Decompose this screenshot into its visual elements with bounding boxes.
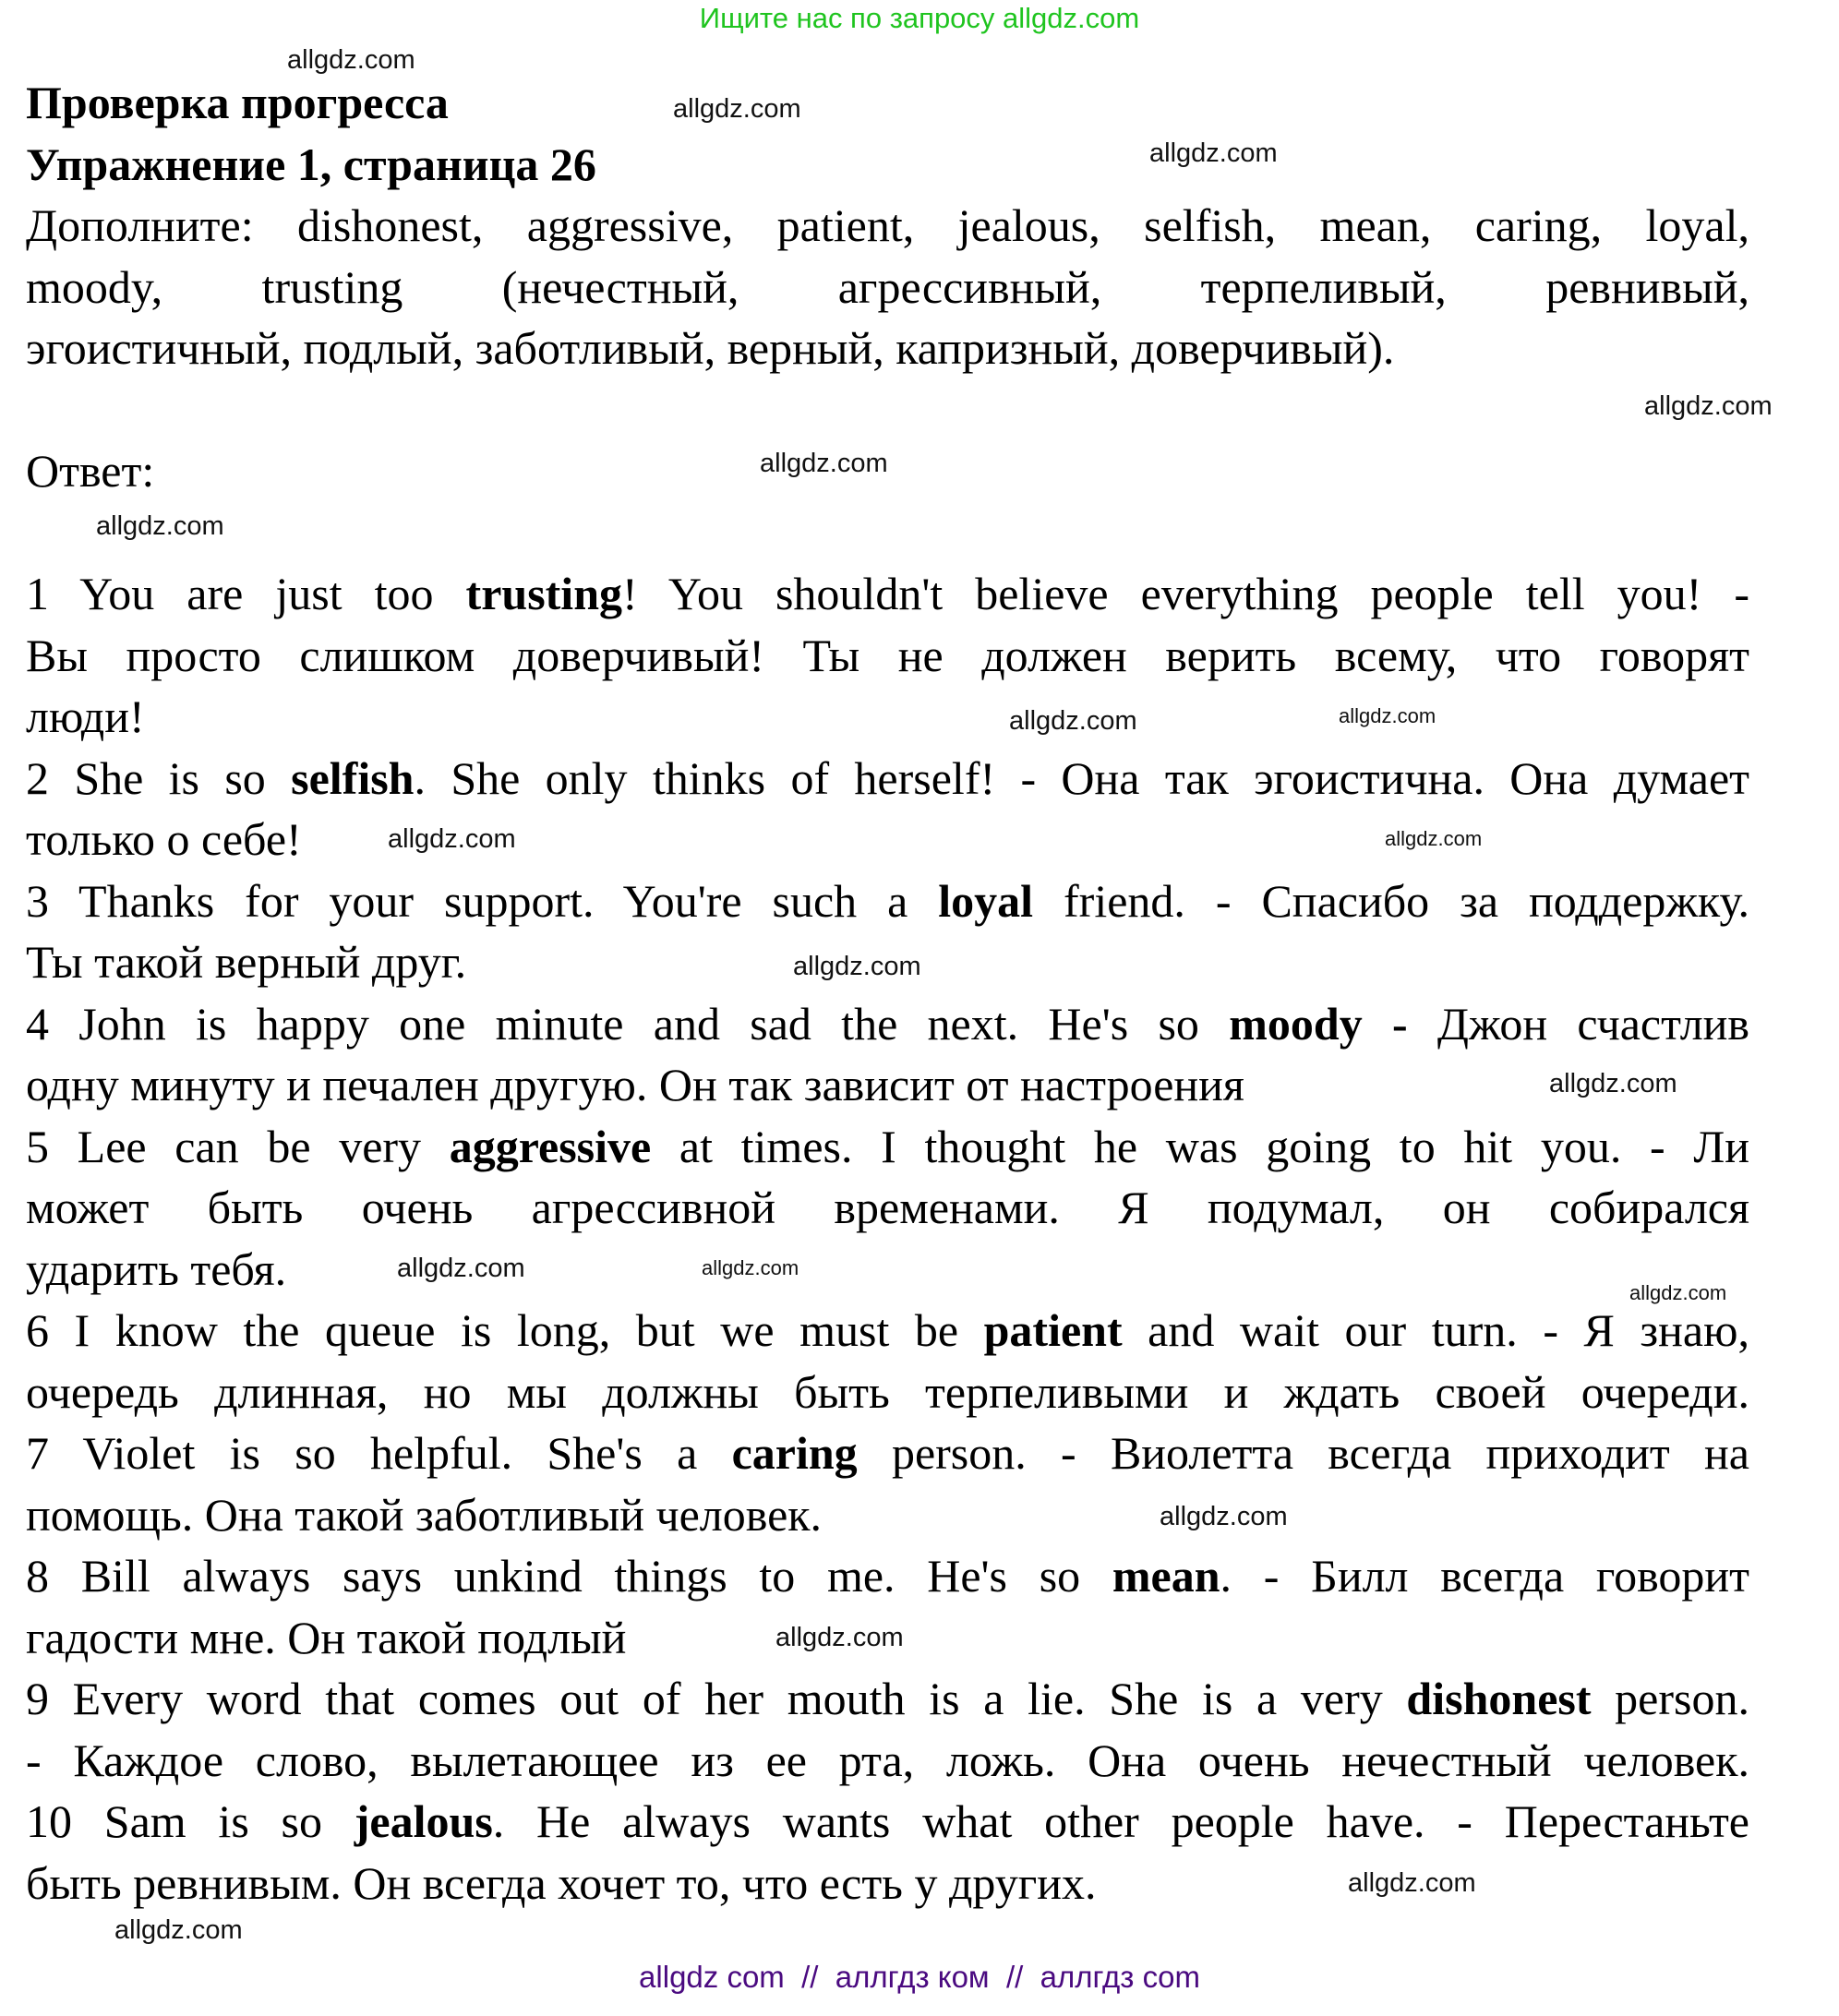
answer-word: mean [1112,1550,1220,1602]
answer-line [26,1239,1749,1301]
answer-line [26,1484,1749,1546]
watermark: allgdz.com [1009,706,1137,736]
text-segment: 5 Lee can be very [26,1120,450,1172]
text-segment: . - Билл всегда говорит [1220,1550,1749,1602]
answer-line [26,1730,1749,1792]
text-segment: friend. - Спасибо за поддержку. [1033,874,1750,927]
answer-word: moody - [1229,997,1408,1050]
answer-line [26,1668,1749,1730]
text-segment: 6 I know the queue is long, but we must be [26,1304,984,1356]
text-segment: гадости мне. Он такой подлый [26,1611,627,1663]
watermark: allgdz.com [397,1254,525,1283]
text-segment: может быть очень агрессивной временами. Я подумал, он собирался [26,1182,1749,1233]
text-segment: 10 Sam is so [26,1795,355,1847]
answer-line [26,686,1749,748]
watermark: allgdz.com [793,952,921,981]
answer-word: caring [731,1427,858,1479]
answer-word: loyal [938,874,1034,927]
answer-word: selfish [291,751,415,804]
text-segment: ударить тебя. [26,1242,287,1295]
answer-line [26,1300,1749,1362]
watermark: allgdz.com [1644,391,1773,421]
spacer [26,502,1749,564]
answer-line [26,1422,1749,1484]
text-segment: 8 Bill always says unkind things to me. He's so [26,1550,1112,1602]
text-segment: 7 Violet is so helpful. She's a [26,1427,732,1479]
answer-line [26,870,1749,932]
text-segment: Джон счастлив [1407,997,1750,1050]
answer-line [26,563,1749,625]
watermark: allgdz.com [1149,138,1278,168]
answer-word: patient [983,1304,1123,1356]
page-title: Проверка прогресса [26,77,449,128]
watermark: allgdz.com [1549,1069,1677,1098]
spacer [26,379,1749,441]
watermark: allgdz.com [1348,1868,1476,1898]
text-segment: . She only thinks of herself! - Она так эгоистична. Она думает [414,751,1750,804]
watermark: allgdz.com [388,824,516,854]
text-segment: эгоистичный, подлый, заботливый, верный, капризный, доверчивый). [26,322,1395,374]
exercise-subtitle: Упражнение 1, страница 26 [26,138,596,190]
text-segment: помощь. Она такой заботливый человек. [26,1488,823,1541]
text-segment: 2 She is so [26,751,292,804]
answer-line [26,993,1749,1055]
watermark: allgdz.com [1160,1502,1288,1531]
watermark: allgdz.com [114,1915,243,1945]
text-segment: Дополните: dishonest, aggressive, patient, jealous, selfish, mean, caring, loyal, [26,199,1749,251]
text-segment: 1 You are just too [26,568,466,619]
watermark: allgdz.com [702,1256,799,1279]
task-line [26,257,1749,318]
answers-list [26,563,1749,1914]
text-segment: - Каждое слово, вылетающее из ее рта, ложь. Она очень нечестный человек. [26,1734,1749,1786]
answer-line [26,1791,1749,1853]
answer-line [26,1545,1749,1607]
answer-line [26,1362,1749,1423]
text-segment: person. - Виолетта всегда приходит на [857,1427,1749,1479]
text-segment: 3 Thanks for your support. You're such a [26,874,939,927]
answer-line [26,1177,1749,1239]
watermark: allgdz.com [1339,704,1436,727]
text-segment: at times. I thought he was going to hit you. - Ли [651,1120,1749,1172]
task-line [26,318,1749,379]
text-segment: только о себе! [26,813,302,865]
watermark: allgdz.com [673,94,801,124]
watermark: allgdz.com [96,511,224,541]
watermark: allgdz.com [760,449,888,478]
task-text [26,195,1749,379]
top-banner: Ищите нас по запросу allgdz.com [699,2,1140,34]
text-segment: Ты такой верный друг. [26,936,467,988]
answer-line [26,1054,1749,1116]
watermark: allgdz.com [287,45,415,75]
answer-line [26,625,1749,687]
answer-line [26,1853,1749,1914]
answer-word: trusting [465,568,623,619]
answer-word: jealous [354,1795,493,1847]
text-segment: 4 John is happy one minute and sad the next. He's so [26,997,1230,1050]
answer-line [26,1116,1749,1178]
text-segment: Вы просто слишком доверчивый! Ты не должен верить всему, что говорят [26,629,1749,681]
text-segment: person. [1591,1673,1749,1724]
watermark: allgdz.com [775,1623,904,1652]
answer-line [26,809,1749,870]
text-segment: and wait our turn. - Я знаю, [1122,1304,1749,1356]
text-segment: люди! [26,690,145,742]
text-segment: ! You shouldn't believe everything people tell you! - [622,568,1749,619]
text-segment: быть ревнивым. Он всегда хочет то, что есть у других. [26,1856,1097,1909]
text-segment: очередь длинная, но мы должны быть терпеливыми и ждать своей очереди. [26,1365,1749,1418]
text-segment: moody, trusting (нечестный, агрессивный, терпеливый, ревнивый, [26,260,1749,313]
footer-watermark: allgdz com // аллгдз ком // аллгдз com [639,1960,1200,1994]
text-segment: . He always wants what other people have. - Перестаньте [492,1795,1749,1847]
text-segment: 9 Every word that comes out of her mouth is a lie. She is a very [26,1673,1407,1724]
answer-line [26,748,1749,810]
answer-word: dishonest [1406,1673,1592,1724]
text-segment: одну минуту и печален другую. Он так зависит от настроения [26,1059,1244,1110]
answer-label: Ответ: [26,445,155,497]
watermark: allgdz.com [1629,1281,1727,1304]
task-line [26,195,1749,257]
answer-word: aggressive [449,1120,652,1172]
watermark: allgdz.com [1385,827,1483,850]
